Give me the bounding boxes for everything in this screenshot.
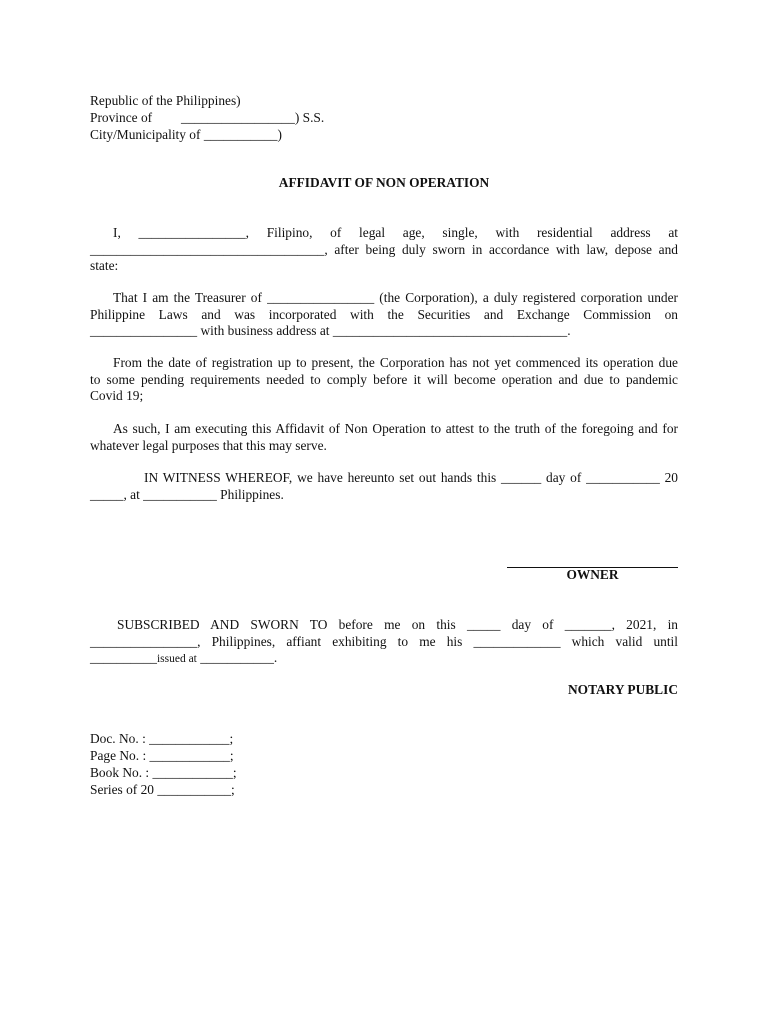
paragraph-line: I, ________________, Filipino, of legal age, single, with residential address at — [113, 225, 678, 240]
paragraph-line: IN WITNESS WHEREOF, we have hereunto set out hands this ______ day of ___________ 20 — [144, 470, 678, 485]
registry-book-no: Book No. : ____________; — [90, 765, 237, 780]
paragraph-line: Philippine Laws and was incorporated with the Securities and Exchange Commission on — [90, 306, 678, 322]
paragraph-line: whatever legal purposes that this may serve. — [90, 437, 327, 453]
paragraph-line: state: — [90, 258, 119, 273]
paragraph-registration — [90, 355, 678, 405]
notary-public-label: NOTARY PUBLIC — [567, 682, 678, 697]
paragraph-declarant — [90, 225, 678, 275]
paragraph-line — [90, 650, 678, 668]
registry-series: Series of 20 ___________; — [90, 782, 235, 797]
owner-label: OWNER — [566, 567, 619, 582]
paragraph-line: SUBSCRIBED AND SWORN TO before me on this _____ day of _______, 2021, in — [117, 617, 678, 632]
paragraph-line: to some pending requirements needed to comply before it will become operation and due to pandemic — [90, 371, 678, 387]
header-city: City/Municipality of ___________) — [90, 127, 282, 142]
header-province-blank: _________________) S.S. — [181, 110, 325, 125]
header-republic: Republic of the Philippines) — [90, 93, 241, 108]
document-title: AFFIDAVIT OF NON OPERATION — [278, 175, 490, 190]
paragraph-line: ________________, Philippines, affiant exhibiting to me his _____________ which valid until — [90, 633, 678, 649]
paragraph-line: _____, at ___________ Philippines. — [90, 486, 284, 502]
paragraph-line: ___________________________________, after being duly sworn in accordance with law, depose and — [90, 241, 678, 257]
paragraph-purpose — [90, 421, 678, 454]
paragraph-line: ________________ with business address at ___________________________________. — [90, 323, 571, 338]
issued-at-blank: ___________. — [196, 650, 278, 665]
paragraph-witness — [90, 470, 678, 503]
paragraph-line: Covid 19; — [90, 388, 144, 403]
issued-at-label: issued at — [156, 653, 197, 665]
header-province-label: Province of — [90, 110, 153, 125]
paragraph-line: That I am the Treasurer of ________________ (the Corporation), a duly registered corporation under — [113, 290, 678, 305]
paragraph-treasurer — [90, 290, 678, 340]
registry-doc-no: Doc. No. : ____________; — [90, 731, 234, 746]
paragraph-line: From the date of registration up to present, the Corporation has not yet commenced its operation due — [113, 355, 678, 370]
paragraph-line: As such, I am executing this Affidavit of Non Operation to attest to the truth of the foregoing and for — [113, 421, 678, 436]
registry-page-no: Page No. : ____________; — [90, 748, 234, 763]
valid-until-blank: __________ — [90, 650, 157, 665]
paragraph-jurat — [90, 617, 678, 668]
